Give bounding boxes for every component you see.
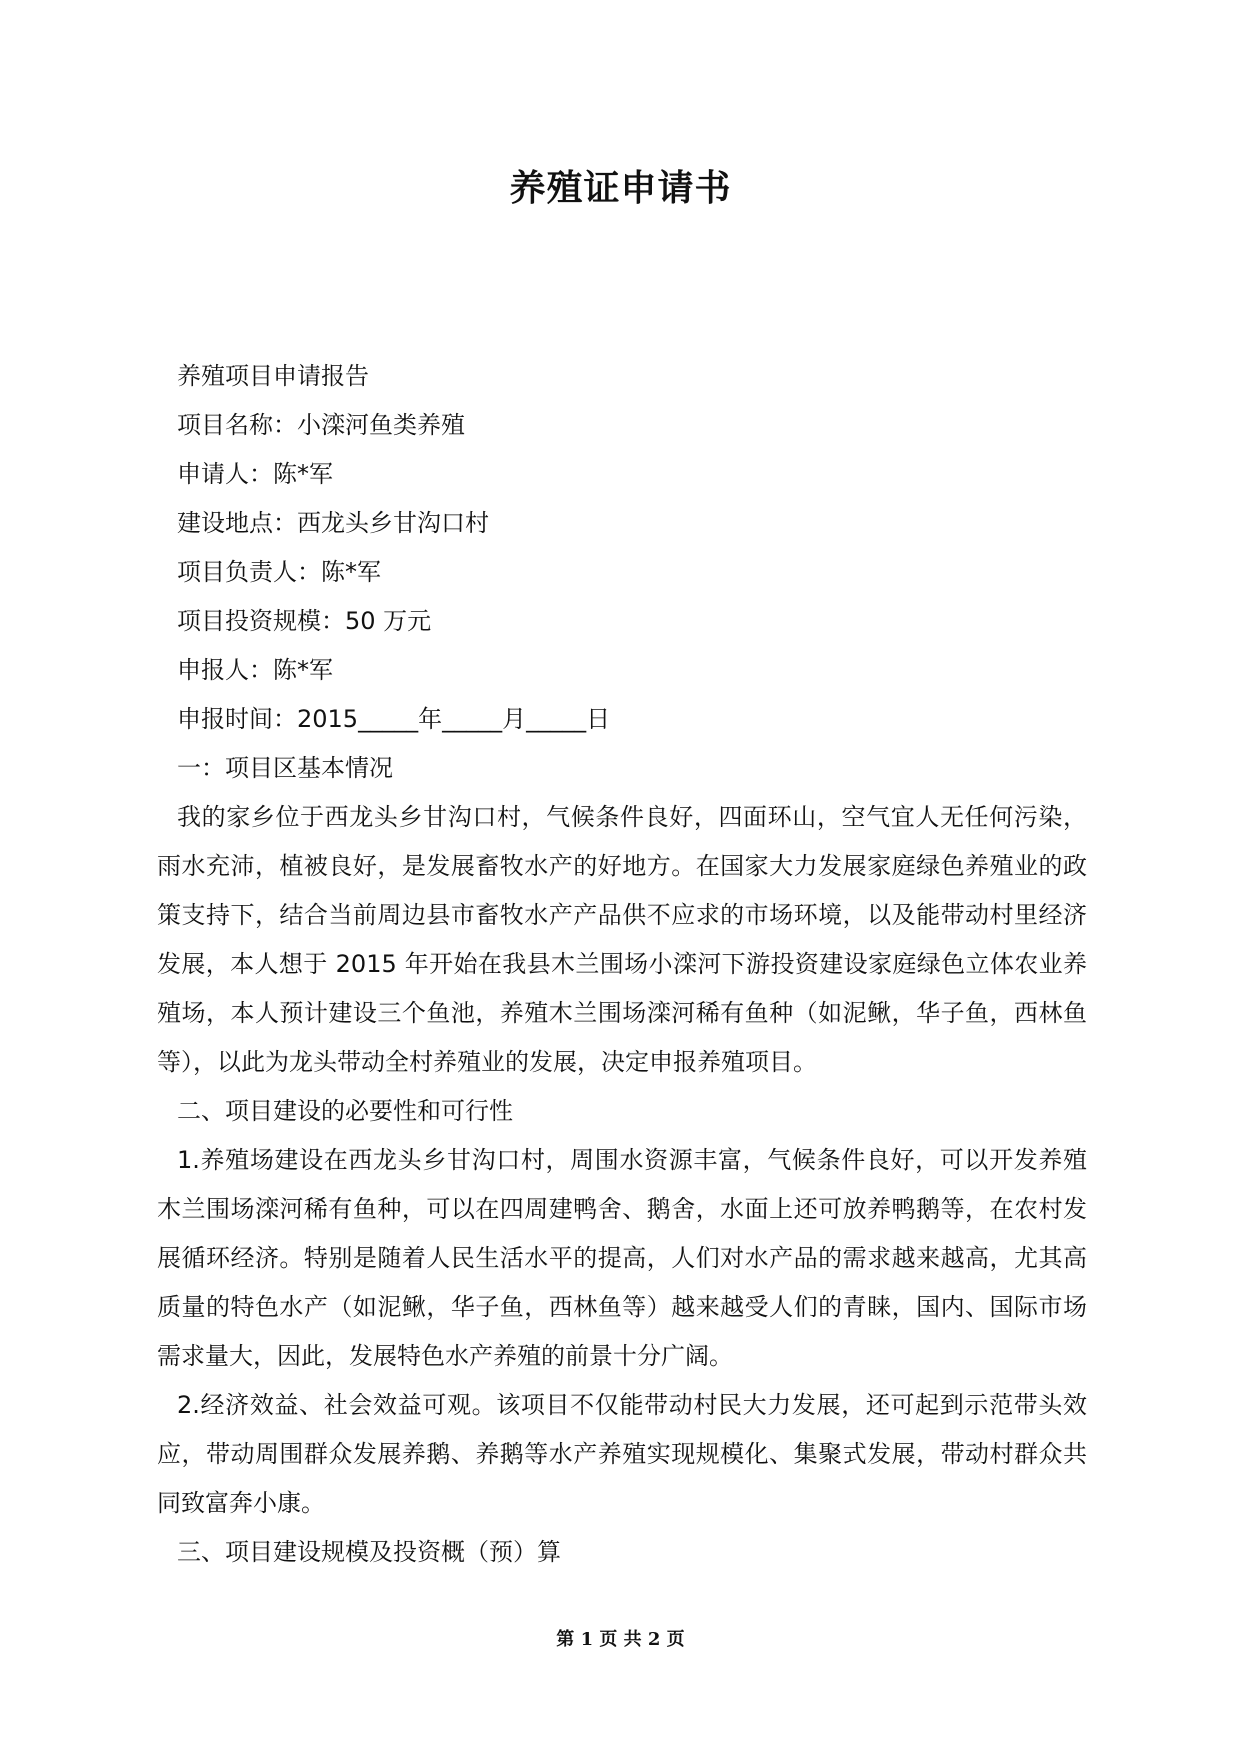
applicant: 申请人：陈*军: [177, 460, 333, 488]
project-name: 项目名称：小滦河鱼类养殖: [177, 411, 465, 439]
section-2-heading: 二、项目建设的必要性和可行性: [177, 1097, 513, 1125]
section-1-heading: 一：项目区基本情况: [177, 754, 393, 782]
report-title: 养殖项目申请报告: [177, 362, 369, 390]
construction-location: 建设地点：西龙头乡甘沟口村: [177, 509, 489, 537]
investment-scale: 项目投资规模：50 万元: [177, 607, 432, 635]
report-time: 申报时间：2015_____年_____月_____日: [177, 705, 611, 733]
section-3-heading: 三、项目建设规模及投资概（预）算: [177, 1538, 561, 1566]
document-title: 养殖证申请书: [509, 168, 732, 209]
document-body: [157, 352, 1087, 1577]
page-number: 第 1 页 共 2 页: [556, 1629, 685, 1650]
section-1-paragraph: 我的家乡位于西龙头乡甘沟口村，气候条件良好，四面环山，空气宜人无任何污染，雨水充沛，植被良好，是发展畜牧水产的好地方。在国家大力发展家庭绿色养殖业的政策支持下，结合当前周边县市畜牧水产产品供不应求的市场环境，以及能带动村里经济发展，本人想于 2015 年开始在我县木兰围场小滦河下游投资建设家庭绿色立体农业养殖场，本人预计建设三个鱼池，养殖木兰围场滦河稀有鱼种（如泥鳅，华子鱼，西林鱼等），以此为龙头带动全村养殖业的发展，决定申报养殖项目。: [157, 803, 1087, 1076]
section-2-point-1: 1.养殖场建设在西龙头乡甘沟口村，周围水资源丰富，气候条件良好，可以开发养殖木兰围场滦河稀有鱼种，可以在四周建鸭舍、鹅舍，水面上还可放养鸭鹅等，在农村发展循环经济。特别是随着人民生活水平的提高，人们对水产品的需求越来越高，尤其高质量的特色水产（如泥鳅，华子鱼，西林鱼等）越来越受人们的青睐，国内、国际市场需求量大，因此，发展特色水产养殖的前景十分广阔。: [157, 1146, 1087, 1370]
section-2-point-2: 2.经济效益、社会效益可观。该项目不仅能带动村民大力发展，还可起到示范带头效应，带动周围群众发展养鹅、养鹅等水产养殖实现规模化、集聚式发展，带动村群众共同致富奔小康。: [157, 1391, 1087, 1517]
project-leader: 项目负责人：陈*军: [177, 558, 381, 586]
reporter: 申报人：陈*军: [177, 656, 333, 684]
